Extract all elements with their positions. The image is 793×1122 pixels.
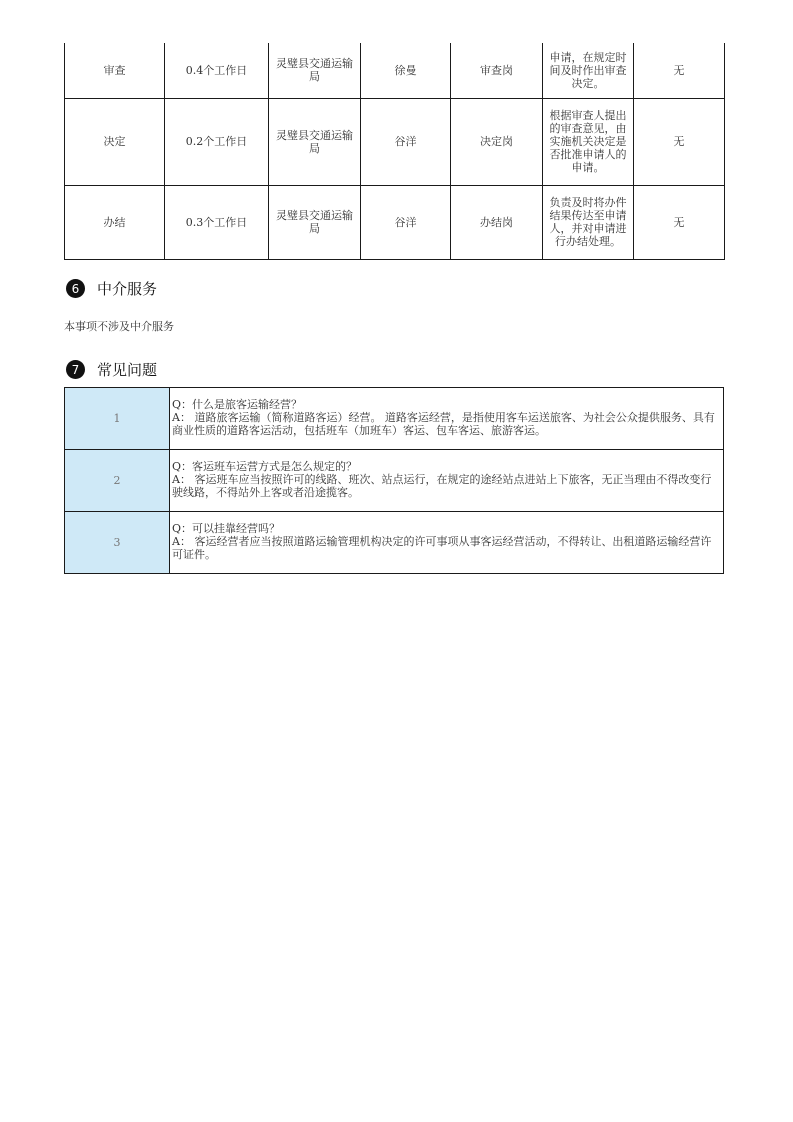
faq-content [170, 388, 724, 450]
section-6-heading [66, 278, 157, 299]
section-title: 常见问题 [97, 361, 158, 379]
post-cell: 办结岗 [451, 185, 543, 259]
desc-cell: 申请，在规定时间及时作出审查决定。 [543, 43, 634, 98]
post-cell: 决定岗 [451, 98, 543, 185]
faq-row [65, 512, 724, 574]
faq-answer: A： 道路旅客运输（简称道路客运）经营。 道路客运经营，是指使用客车运送旅客、为社会公众提供服务、具有商业性质的道路客运活动，包括班车（加班车）客运、包车客运、旅游客运。 [172, 411, 715, 437]
table-row [65, 185, 725, 259]
section-number-badge: 7 [66, 360, 85, 379]
faq-question: Q：客运班车运营方式是怎么规定的？ [172, 460, 358, 473]
org-cell: 灵璧县交通运输局 [269, 98, 361, 185]
desc-cell: 根据审查人提出的审查意见，由实施机关决定是否批准申请人的申请。 [543, 98, 634, 185]
remark-cell: 无 [634, 98, 725, 185]
post-cell: 审查岗 [451, 43, 543, 98]
process-table [64, 43, 725, 260]
faq-index: 1 [65, 388, 170, 450]
faq-content [170, 450, 724, 512]
section-title: 中介服务 [97, 280, 158, 298]
table-row [65, 98, 725, 185]
faq-answer: A： 客运班车应当按照许可的线路、班次、站点运行，在规定的途经站点进站上下旅客，无正当理由不得改变行驶线路，不得站外上客或者沿途揽客。 [172, 473, 712, 499]
time-cell: 0.2个工作日 [165, 98, 269, 185]
person-cell: 徐曼 [361, 43, 451, 98]
faq-question: Q：什么是旅客运输经营？ [172, 398, 303, 411]
section-7-heading [66, 359, 157, 380]
faq-answer: A： 客运经营者应当按照道路运输管理机构决定的许可事项从事客运经营活动，不得转让、出租道路运输经营许可证件。 [172, 535, 712, 561]
remark-cell: 无 [634, 43, 725, 98]
org-cell: 灵璧县交通运输局 [269, 43, 361, 98]
faq-content [170, 512, 724, 574]
step-cell: 办结 [65, 185, 165, 259]
faq-row [65, 450, 724, 512]
time-cell: 0.4个工作日 [165, 43, 269, 98]
intermediary-note: 本事项不涉及中介服务 [64, 320, 174, 333]
time-cell: 0.3个工作日 [165, 185, 269, 259]
faq-index: 3 [65, 512, 170, 574]
desc-cell: 负责及时将办件结果传达至申请人，并对申请进行办结处理。 [543, 185, 634, 259]
faq-index: 2 [65, 450, 170, 512]
faq-question: Q：可以挂靠经营吗？ [172, 522, 281, 535]
person-cell: 谷洋 [361, 185, 451, 259]
faq-row [65, 388, 724, 450]
org-cell: 灵璧县交通运输局 [269, 185, 361, 259]
remark-cell: 无 [634, 185, 725, 259]
step-cell: 决定 [65, 98, 165, 185]
person-cell: 谷洋 [361, 98, 451, 185]
step-cell: 审查 [65, 43, 165, 98]
section-number-badge: 6 [66, 279, 85, 298]
faq-table [64, 387, 724, 574]
table-row [65, 43, 725, 98]
